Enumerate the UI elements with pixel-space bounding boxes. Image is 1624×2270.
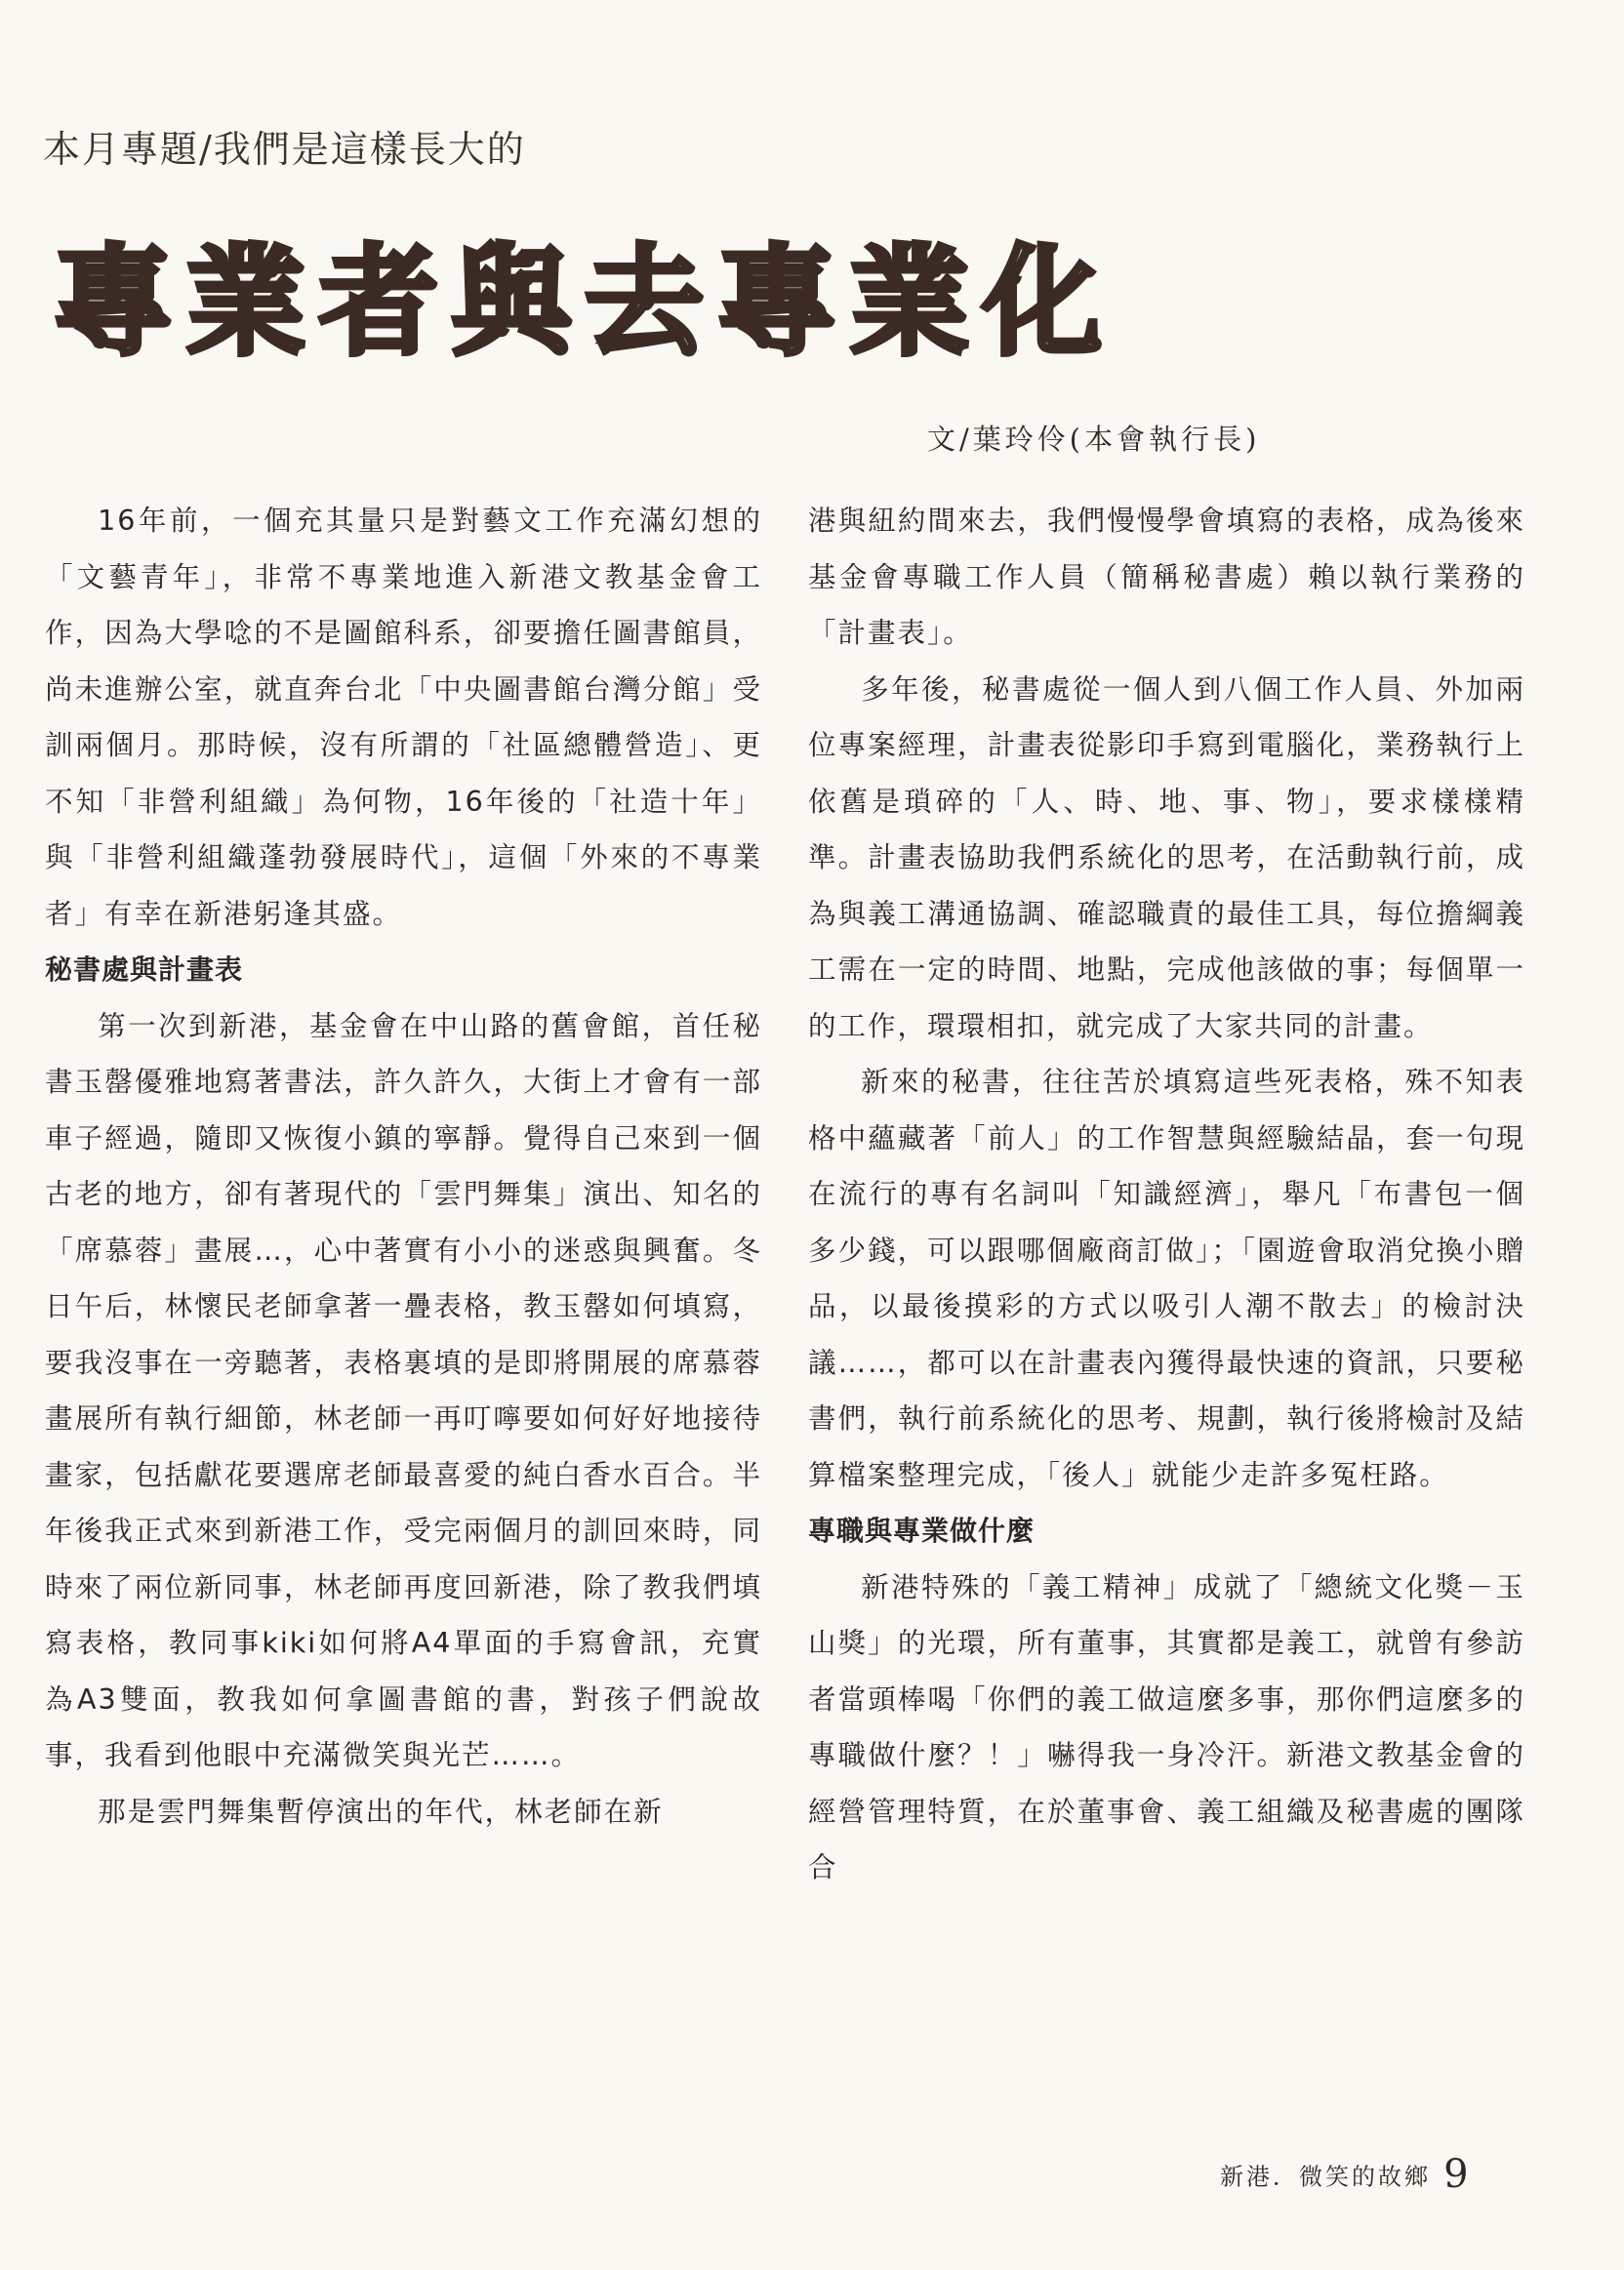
page-number: 9 (1443, 2152, 1469, 2197)
page-footer (1220, 2152, 1610, 2197)
right-column (808, 493, 1525, 1896)
body-paragraph: 16年前，一個充其量只是對藝文工作充滿幻想的「文藝青年」，非常不專業地進入新港文教基金會工作，因為大學唸的不是圖館科系，卻要擔任圖書館員，尚未進辦公室，就直奔台北「中央圖書館台灣分館」受訓兩個月。那時候，沒有所謂的「社區總體營造」、更不知「非營利組織」為何物，16年後的「社造十年」與「非營利組織蓬勃發展時代」，這個「外來的不專業者」有幸在新港躬逢其盛。 (45, 505, 762, 930)
section-heading: 秘書處與計畫表 (45, 953, 244, 986)
article-byline: 文/葉玲伶(本會執行長) (927, 423, 1261, 456)
body-paragraph: 多年後，秘書處從一個人到八個工作人員、外加兩位專案經理，計畫表從影印手寫到電腦化，業務執行上依舊是瑣碎的「人、時、地、事、物」，要求樣樣精準。計畫表協助我們系統化的思考，在活動執行前，成為與義工溝通協調、確認職責的最佳工具，每位擔綱義工需在一定的時間、地點，完成他該做的事；每個單一的工作，環環相扣，就完成了大家共同的計畫。 (808, 672, 1525, 1042)
article-title: 專業者與去專業化 (54, 233, 1116, 372)
left-column (45, 493, 762, 1840)
body-paragraph: 那是雲門舞集暫停演出的年代，林老師在新 (98, 1795, 664, 1828)
body-paragraph: 第一次到新港，基金會在中山路的舊會館，首任秘書玉罄優雅地寫著書法，許久許久，大街上才會有一部車子經過，隨即又恢復小鎮的寧靜。覺得自己來到一個古老的地方，卻有著現代的「雲門舞集」演出、知名的「席慕蓉」畫展…，心中著實有小小的迷惑與興奮。冬日午后，林懷民老師拿著一疊表格，教玉罄如何填寫，要我沒事在一旁聽著，表格裏填的是即將開展的席慕蓉畫展所有執行細節，林老師一再叮嚀要如何好好地接待畫家，包括獻花要選席老師最喜愛的純白香水百合。半年後我正式來到新港工作，受完兩個月的訓回來時，同時來了兩位新同事，林老師再度回新港，除了教我們填寫表格，教同事kiki如何將A4單面的手寫會訊，充實為A3雙面，教我如何拿圖書館的書，對孩子們說故事，我看到他眼中充滿微笑與光芒……。 (45, 1009, 762, 1771)
magazine-name: 新港．微笑的故鄉 (1220, 2163, 1431, 2191)
section-kicker: 本月專題/我們是這樣長大的 (43, 128, 526, 171)
body-paragraph: 新港特殊的「義工精神」成就了「總統文化獎－玉山獎」的光環，所有董事，其實都是義工，就曾有參訪者當頭棒喝「你們的義工做這麼多事，那你們這麼多的專職做什麼？！」嚇得我一身冷汗。新港文教基金會的經營管理特質，在於董事會、義工組織及秘書處的團隊合 (808, 1570, 1525, 1884)
body-paragraph: 港與紐約間來去，我們慢慢學會填寫的表格，成為後來基金會專職工作人員（簡稱秘書處）賴以執行業務的「計畫表」。 (808, 505, 1525, 649)
section-heading: 專職與專業做什麼 (808, 1515, 1035, 1547)
body-paragraph: 新來的秘書，往往苦於填寫這些死表格，殊不知表格中蘊藏著「前人」的工作智慧與經驗結晶，套一句現在流行的專有名詞叫「知識經濟」，舉凡「布書包一個多少錢，可以跟哪個廠商訂做」；「園遊會取消兌換小贈品，以最後摸彩的方式以吸引人潮不散去」的檢討決議……，都可以在計畫表內獲得最快速的資訊，只要秘書們，執行前系統化的思考、規劃，執行後將檢討及結算檔案整理完成，「後人」就能少走許多冤枉路。 (808, 1066, 1525, 1491)
